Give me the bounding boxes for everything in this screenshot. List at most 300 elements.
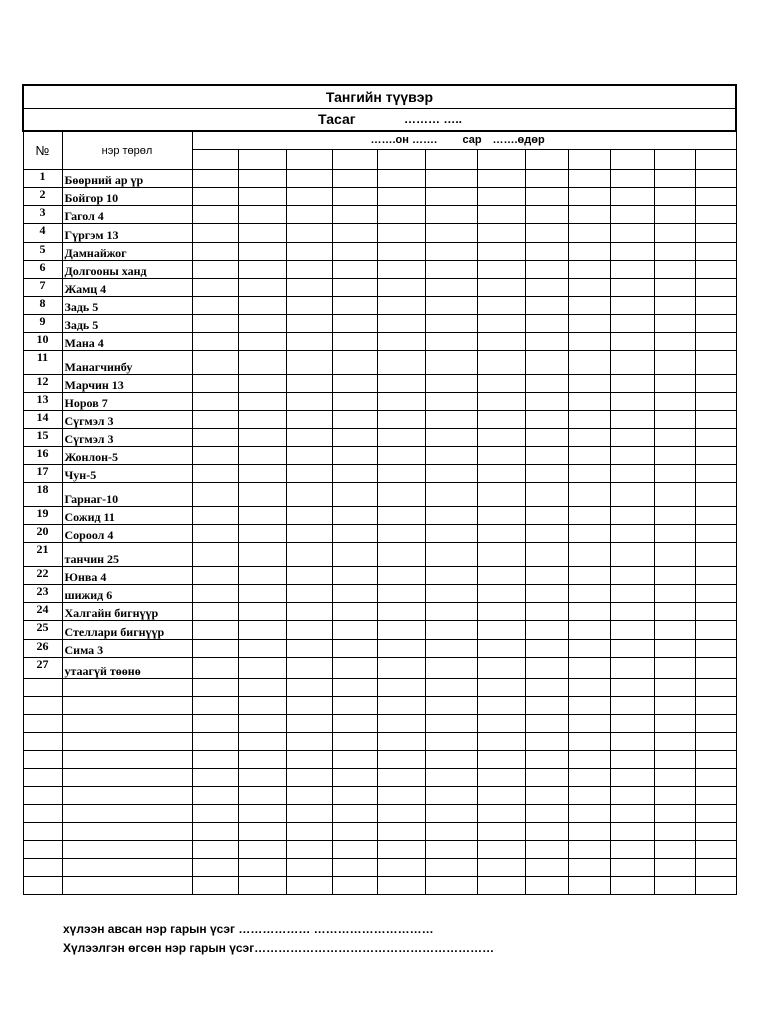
entry-cell[interactable]	[192, 823, 238, 841]
entry-cell[interactable]	[332, 243, 377, 261]
entry-cell[interactable]	[525, 697, 568, 715]
entry-cell[interactable]	[610, 640, 654, 658]
entry-cell[interactable]	[238, 525, 286, 543]
entry-cell[interactable]	[695, 351, 736, 375]
entry-cell[interactable]	[654, 465, 695, 483]
entry-cell[interactable]	[568, 841, 610, 859]
entry-cell[interactable]	[377, 315, 425, 333]
entry-cell[interactable]	[654, 567, 695, 585]
entry-cell[interactable]	[654, 769, 695, 787]
entry-cell[interactable]	[238, 315, 286, 333]
entry-cell[interactable]	[23, 679, 62, 697]
entry-cell[interactable]	[286, 297, 332, 315]
entry-cell[interactable]	[332, 733, 377, 751]
entry-cell[interactable]	[477, 465, 525, 483]
entry-cell[interactable]	[568, 805, 610, 823]
entry-cell[interactable]	[425, 447, 477, 465]
entry-cell[interactable]	[192, 877, 238, 895]
entry-cell[interactable]	[425, 261, 477, 279]
entry-cell[interactable]	[654, 297, 695, 315]
entry-cell[interactable]	[286, 603, 332, 621]
entry-cell[interactable]	[654, 333, 695, 351]
entry-cell[interactable]	[525, 859, 568, 877]
entry-cell[interactable]	[525, 333, 568, 351]
entry-cell[interactable]	[477, 877, 525, 895]
entry-cell[interactable]	[286, 206, 332, 224]
entry-cell[interactable]	[286, 679, 332, 697]
entry-cell[interactable]	[525, 507, 568, 525]
entry-cell[interactable]	[654, 679, 695, 697]
entry-cell[interactable]	[568, 621, 610, 640]
entry-cell[interactable]	[695, 206, 736, 224]
entry-cell[interactable]	[238, 787, 286, 805]
entry-cell[interactable]	[332, 297, 377, 315]
date-column-cell[interactable]	[477, 150, 525, 170]
entry-cell[interactable]	[192, 658, 238, 679]
entry-cell[interactable]	[477, 393, 525, 411]
entry-cell[interactable]	[238, 751, 286, 769]
entry-cell[interactable]	[377, 877, 425, 895]
entry-cell[interactable]	[425, 279, 477, 297]
entry-cell[interactable]	[332, 279, 377, 297]
entry-cell[interactable]	[695, 679, 736, 697]
entry-cell[interactable]	[332, 640, 377, 658]
entry-cell[interactable]	[238, 859, 286, 877]
entry-cell[interactable]	[610, 621, 654, 640]
entry-cell[interactable]	[332, 315, 377, 333]
entry-cell[interactable]	[568, 411, 610, 429]
entry-cell[interactable]	[238, 411, 286, 429]
entry-cell[interactable]	[286, 393, 332, 411]
entry-cell[interactable]	[286, 640, 332, 658]
entry-cell[interactable]	[377, 697, 425, 715]
entry-cell[interactable]	[654, 823, 695, 841]
entry-cell[interactable]	[525, 679, 568, 697]
entry-cell[interactable]	[425, 315, 477, 333]
entry-cell[interactable]	[425, 206, 477, 224]
entry-cell[interactable]	[425, 333, 477, 351]
entry-cell[interactable]	[695, 333, 736, 351]
entry-cell[interactable]	[377, 188, 425, 206]
entry-cell[interactable]	[332, 603, 377, 621]
entry-cell[interactable]	[477, 411, 525, 429]
entry-cell[interactable]	[477, 170, 525, 188]
entry-cell[interactable]	[62, 877, 192, 895]
entry-cell[interactable]	[568, 525, 610, 543]
entry-cell[interactable]	[425, 805, 477, 823]
entry-cell[interactable]	[525, 621, 568, 640]
entry-cell[interactable]	[695, 375, 736, 393]
entry-cell[interactable]	[525, 805, 568, 823]
entry-cell[interactable]	[286, 261, 332, 279]
entry-cell[interactable]	[695, 823, 736, 841]
entry-cell[interactable]	[192, 243, 238, 261]
entry-cell[interactable]	[62, 733, 192, 751]
entry-cell[interactable]	[477, 751, 525, 769]
entry-cell[interactable]	[654, 315, 695, 333]
entry-cell[interactable]	[654, 188, 695, 206]
entry-cell[interactable]	[568, 543, 610, 567]
entry-cell[interactable]	[23, 823, 62, 841]
entry-cell[interactable]	[610, 483, 654, 507]
entry-cell[interactable]	[610, 411, 654, 429]
entry-cell[interactable]	[286, 243, 332, 261]
entry-cell[interactable]	[332, 261, 377, 279]
entry-cell[interactable]	[610, 585, 654, 603]
entry-cell[interactable]	[654, 261, 695, 279]
entry-cell[interactable]	[332, 170, 377, 188]
entry-cell[interactable]	[695, 188, 736, 206]
entry-cell[interactable]	[332, 224, 377, 243]
entry-cell[interactable]	[332, 859, 377, 877]
entry-cell[interactable]	[286, 877, 332, 895]
entry-cell[interactable]	[332, 333, 377, 351]
entry-cell[interactable]	[695, 447, 736, 465]
entry-cell[interactable]	[695, 697, 736, 715]
entry-cell[interactable]	[286, 224, 332, 243]
entry-cell[interactable]	[425, 375, 477, 393]
entry-cell[interactable]	[23, 859, 62, 877]
entry-cell[interactable]	[377, 465, 425, 483]
entry-cell[interactable]	[192, 585, 238, 603]
entry-cell[interactable]	[332, 429, 377, 447]
entry-cell[interactable]	[192, 351, 238, 375]
entry-cell[interactable]	[286, 769, 332, 787]
entry-cell[interactable]	[695, 769, 736, 787]
entry-cell[interactable]	[286, 525, 332, 543]
entry-cell[interactable]	[568, 769, 610, 787]
entry-cell[interactable]	[568, 697, 610, 715]
entry-cell[interactable]	[425, 188, 477, 206]
entry-cell[interactable]	[286, 697, 332, 715]
entry-cell[interactable]	[477, 375, 525, 393]
entry-cell[interactable]	[568, 351, 610, 375]
entry-cell[interactable]	[238, 841, 286, 859]
entry-cell[interactable]	[477, 206, 525, 224]
entry-cell[interactable]	[695, 261, 736, 279]
entry-cell[interactable]	[695, 621, 736, 640]
entry-cell[interactable]	[286, 585, 332, 603]
entry-cell[interactable]	[332, 567, 377, 585]
entry-cell[interactable]	[610, 393, 654, 411]
entry-cell[interactable]	[654, 585, 695, 603]
entry-cell[interactable]	[477, 483, 525, 507]
entry-cell[interactable]	[525, 877, 568, 895]
entry-cell[interactable]	[377, 733, 425, 751]
entry-cell[interactable]	[192, 751, 238, 769]
entry-cell[interactable]	[695, 243, 736, 261]
entry-cell[interactable]	[525, 224, 568, 243]
entry-cell[interactable]	[332, 679, 377, 697]
entry-cell[interactable]	[477, 715, 525, 733]
entry-cell[interactable]	[425, 640, 477, 658]
entry-cell[interactable]	[238, 188, 286, 206]
entry-cell[interactable]	[654, 658, 695, 679]
entry-cell[interactable]	[425, 877, 477, 895]
entry-cell[interactable]	[525, 188, 568, 206]
entry-cell[interactable]	[377, 751, 425, 769]
entry-cell[interactable]	[568, 429, 610, 447]
entry-cell[interactable]	[525, 769, 568, 787]
entry-cell[interactable]	[286, 733, 332, 751]
entry-cell[interactable]	[377, 567, 425, 585]
entry-cell[interactable]	[610, 751, 654, 769]
entry-cell[interactable]	[192, 679, 238, 697]
entry-cell[interactable]	[62, 715, 192, 733]
entry-cell[interactable]	[695, 715, 736, 733]
entry-cell[interactable]	[332, 585, 377, 603]
entry-cell[interactable]	[238, 733, 286, 751]
entry-cell[interactable]	[238, 877, 286, 895]
entry-cell[interactable]	[23, 733, 62, 751]
entry-cell[interactable]	[286, 841, 332, 859]
entry-cell[interactable]	[695, 393, 736, 411]
entry-cell[interactable]	[568, 224, 610, 243]
entry-cell[interactable]	[286, 351, 332, 375]
entry-cell[interactable]	[238, 333, 286, 351]
entry-cell[interactable]	[525, 375, 568, 393]
entry-cell[interactable]	[192, 297, 238, 315]
entry-cell[interactable]	[238, 297, 286, 315]
entry-cell[interactable]	[568, 393, 610, 411]
entry-cell[interactable]	[238, 585, 286, 603]
entry-cell[interactable]	[525, 447, 568, 465]
entry-cell[interactable]	[192, 525, 238, 543]
entry-cell[interactable]	[377, 621, 425, 640]
entry-cell[interactable]	[192, 715, 238, 733]
entry-cell[interactable]	[610, 243, 654, 261]
entry-cell[interactable]	[477, 297, 525, 315]
entry-cell[interactable]	[62, 823, 192, 841]
entry-cell[interactable]	[695, 603, 736, 621]
entry-cell[interactable]	[477, 543, 525, 567]
date-column-cell[interactable]	[525, 150, 568, 170]
entry-cell[interactable]	[610, 567, 654, 585]
entry-cell[interactable]	[610, 188, 654, 206]
entry-cell[interactable]	[238, 224, 286, 243]
entry-cell[interactable]	[377, 585, 425, 603]
entry-cell[interactable]	[192, 261, 238, 279]
entry-cell[interactable]	[377, 841, 425, 859]
entry-cell[interactable]	[477, 859, 525, 877]
entry-cell[interactable]	[332, 206, 377, 224]
entry-cell[interactable]	[192, 640, 238, 658]
entry-cell[interactable]	[238, 823, 286, 841]
entry-cell[interactable]	[377, 715, 425, 733]
entry-cell[interactable]	[377, 658, 425, 679]
entry-cell[interactable]	[695, 733, 736, 751]
entry-cell[interactable]	[425, 715, 477, 733]
entry-cell[interactable]	[610, 279, 654, 297]
entry-cell[interactable]	[425, 507, 477, 525]
entry-cell[interactable]	[525, 603, 568, 621]
entry-cell[interactable]	[192, 411, 238, 429]
entry-cell[interactable]	[610, 375, 654, 393]
entry-cell[interactable]	[23, 877, 62, 895]
entry-cell[interactable]	[192, 507, 238, 525]
entry-cell[interactable]	[695, 411, 736, 429]
entry-cell[interactable]	[377, 859, 425, 877]
entry-cell[interactable]	[425, 679, 477, 697]
entry-cell[interactable]	[192, 841, 238, 859]
entry-cell[interactable]	[610, 224, 654, 243]
entry-cell[interactable]	[286, 333, 332, 351]
entry-cell[interactable]	[568, 715, 610, 733]
entry-cell[interactable]	[425, 483, 477, 507]
entry-cell[interactable]	[377, 393, 425, 411]
entry-cell[interactable]	[695, 525, 736, 543]
entry-cell[interactable]	[425, 351, 477, 375]
entry-cell[interactable]	[654, 640, 695, 658]
entry-cell[interactable]	[238, 243, 286, 261]
entry-cell[interactable]	[377, 411, 425, 429]
entry-cell[interactable]	[654, 375, 695, 393]
entry-cell[interactable]	[695, 224, 736, 243]
date-column-cell[interactable]	[610, 150, 654, 170]
entry-cell[interactable]	[477, 697, 525, 715]
entry-cell[interactable]	[286, 411, 332, 429]
entry-cell[interactable]	[286, 507, 332, 525]
entry-cell[interactable]	[192, 429, 238, 447]
entry-cell[interactable]	[477, 787, 525, 805]
entry-cell[interactable]	[238, 543, 286, 567]
entry-cell[interactable]	[525, 429, 568, 447]
entry-cell[interactable]	[238, 465, 286, 483]
entry-cell[interactable]	[238, 640, 286, 658]
entry-cell[interactable]	[377, 375, 425, 393]
entry-cell[interactable]	[192, 769, 238, 787]
entry-cell[interactable]	[286, 447, 332, 465]
entry-cell[interactable]	[192, 603, 238, 621]
entry-cell[interactable]	[568, 261, 610, 279]
entry-cell[interactable]	[425, 525, 477, 543]
entry-cell[interactable]	[23, 715, 62, 733]
entry-cell[interactable]	[23, 697, 62, 715]
entry-cell[interactable]	[610, 658, 654, 679]
entry-cell[interactable]	[525, 411, 568, 429]
entry-cell[interactable]	[23, 787, 62, 805]
entry-cell[interactable]	[62, 751, 192, 769]
date-column-cell[interactable]	[286, 150, 332, 170]
entry-cell[interactable]	[286, 621, 332, 640]
entry-cell[interactable]	[377, 769, 425, 787]
entry-cell[interactable]	[568, 375, 610, 393]
entry-cell[interactable]	[62, 697, 192, 715]
entry-cell[interactable]	[192, 465, 238, 483]
entry-cell[interactable]	[568, 170, 610, 188]
entry-cell[interactable]	[610, 841, 654, 859]
entry-cell[interactable]	[477, 224, 525, 243]
entry-cell[interactable]	[425, 170, 477, 188]
entry-cell[interactable]	[525, 393, 568, 411]
entry-cell[interactable]	[525, 297, 568, 315]
entry-cell[interactable]	[238, 375, 286, 393]
entry-cell[interactable]	[238, 507, 286, 525]
entry-cell[interactable]	[568, 279, 610, 297]
entry-cell[interactable]	[610, 525, 654, 543]
entry-cell[interactable]	[377, 640, 425, 658]
entry-cell[interactable]	[192, 375, 238, 393]
entry-cell[interactable]	[654, 507, 695, 525]
entry-cell[interactable]	[238, 206, 286, 224]
entry-cell[interactable]	[425, 751, 477, 769]
entry-cell[interactable]	[238, 170, 286, 188]
date-column-cell[interactable]	[377, 150, 425, 170]
entry-cell[interactable]	[525, 465, 568, 483]
entry-cell[interactable]	[425, 585, 477, 603]
entry-cell[interactable]	[192, 567, 238, 585]
entry-cell[interactable]	[332, 621, 377, 640]
entry-cell[interactable]	[377, 603, 425, 621]
entry-cell[interactable]	[377, 483, 425, 507]
entry-cell[interactable]	[377, 447, 425, 465]
entry-cell[interactable]	[377, 224, 425, 243]
entry-cell[interactable]	[192, 170, 238, 188]
entry-cell[interactable]	[23, 841, 62, 859]
entry-cell[interactable]	[238, 769, 286, 787]
entry-cell[interactable]	[610, 859, 654, 877]
entry-cell[interactable]	[332, 507, 377, 525]
entry-cell[interactable]	[425, 658, 477, 679]
entry-cell[interactable]	[654, 751, 695, 769]
entry-cell[interactable]	[377, 823, 425, 841]
date-column-cell[interactable]	[332, 150, 377, 170]
entry-cell[interactable]	[477, 621, 525, 640]
entry-cell[interactable]	[525, 483, 568, 507]
entry-cell[interactable]	[425, 823, 477, 841]
entry-cell[interactable]	[425, 429, 477, 447]
entry-cell[interactable]	[477, 841, 525, 859]
entry-cell[interactable]	[477, 603, 525, 621]
date-column-cell[interactable]	[425, 150, 477, 170]
entry-cell[interactable]	[425, 393, 477, 411]
entry-cell[interactable]	[568, 679, 610, 697]
entry-cell[interactable]	[568, 751, 610, 769]
entry-cell[interactable]	[332, 393, 377, 411]
entry-cell[interactable]	[332, 877, 377, 895]
date-column-cell[interactable]	[568, 150, 610, 170]
entry-cell[interactable]	[192, 621, 238, 640]
entry-cell[interactable]	[568, 787, 610, 805]
entry-cell[interactable]	[332, 769, 377, 787]
entry-cell[interactable]	[654, 483, 695, 507]
entry-cell[interactable]	[477, 351, 525, 375]
entry-cell[interactable]	[525, 787, 568, 805]
entry-cell[interactable]	[610, 333, 654, 351]
entry-cell[interactable]	[377, 805, 425, 823]
entry-cell[interactable]	[568, 243, 610, 261]
entry-cell[interactable]	[62, 787, 192, 805]
entry-cell[interactable]	[477, 823, 525, 841]
entry-cell[interactable]	[238, 658, 286, 679]
entry-cell[interactable]	[568, 315, 610, 333]
entry-cell[interactable]	[238, 697, 286, 715]
entry-cell[interactable]	[695, 465, 736, 483]
entry-cell[interactable]	[695, 859, 736, 877]
entry-cell[interactable]	[62, 859, 192, 877]
entry-cell[interactable]	[610, 787, 654, 805]
entry-cell[interactable]	[477, 447, 525, 465]
entry-cell[interactable]	[568, 206, 610, 224]
entry-cell[interactable]	[192, 483, 238, 507]
entry-cell[interactable]	[332, 447, 377, 465]
entry-cell[interactable]	[192, 393, 238, 411]
entry-cell[interactable]	[332, 525, 377, 543]
entry-cell[interactable]	[377, 507, 425, 525]
entry-cell[interactable]	[568, 465, 610, 483]
entry-cell[interactable]	[654, 859, 695, 877]
entry-cell[interactable]	[610, 315, 654, 333]
